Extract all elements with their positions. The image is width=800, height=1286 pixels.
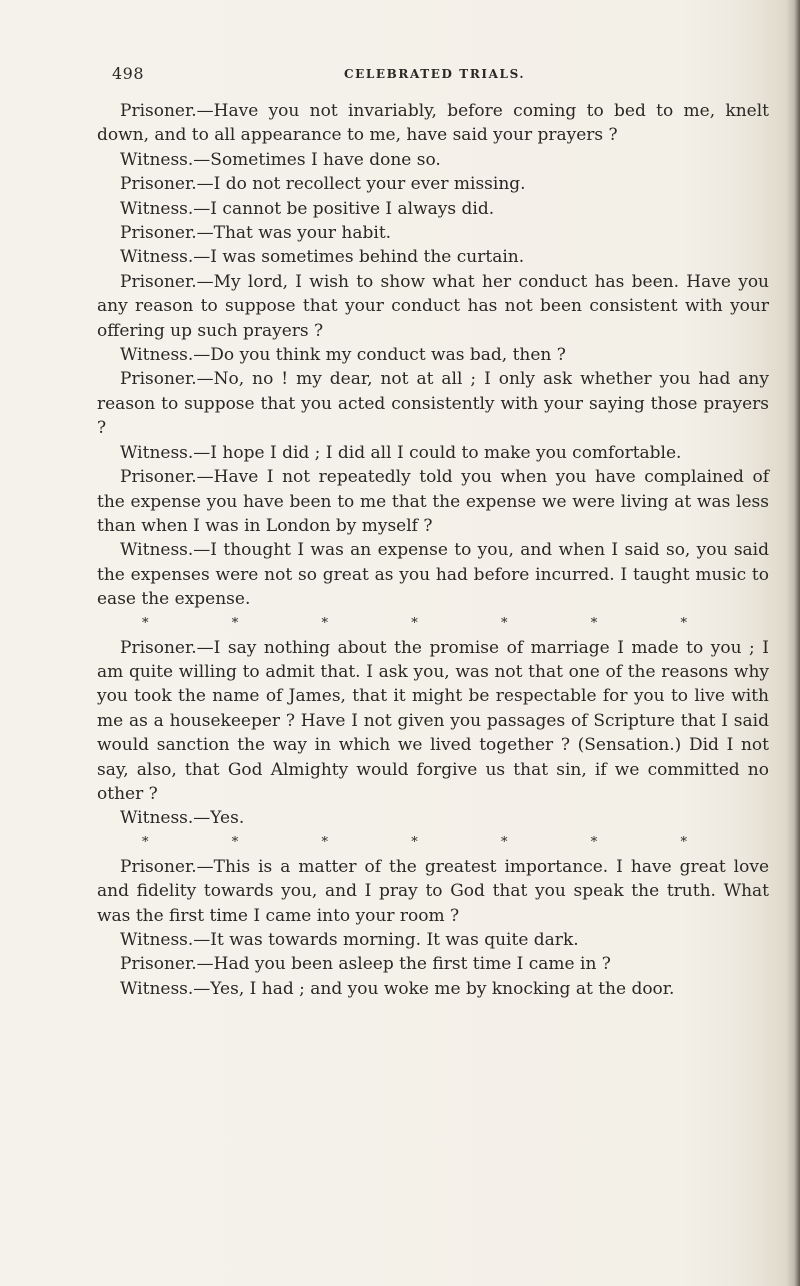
paragraph: Witness.—I cannot be positive I always did. (120, 198, 495, 219)
paragraph: Witness.—I hope I did ; I did all I could to make you comfortable. (120, 442, 682, 463)
paragraph: Prisoner.—Had you been asleep the first time I came in ? (120, 954, 611, 975)
paragraph: Prisoner.—I do not recollect your ever missing. (120, 174, 526, 195)
asterisk: * (411, 615, 418, 631)
asterisk: * (231, 834, 239, 850)
paragraph: Witness.—I was sometimes behind the curtain. (120, 247, 525, 268)
section-separator (142, 833, 687, 853)
asterisk: * (231, 615, 239, 631)
body-text (97, 99, 769, 1001)
asterisk: * (590, 834, 598, 850)
asterisk: * (142, 615, 149, 631)
paragraph: Witness.—Yes. (120, 808, 245, 829)
asterisk: * (590, 615, 598, 631)
paragraph: Prisoner.—Have you not invariably, before coming to bed to me, knelt down, and to all appearance to me, have said your prayers ? (97, 101, 769, 146)
paragraph: Prisoner.—This is a matter of the greatest importance. I have great love and fidelity towards you, and I pray to God that you speak the truth. What was the first time I came into your room ? (97, 856, 769, 926)
asterisk: * (321, 834, 328, 850)
page-edge-shadow (786, 0, 800, 1286)
running-head (112, 64, 792, 88)
asterisk: * (501, 834, 508, 850)
asterisk: * (501, 615, 508, 631)
asterisk: * (680, 615, 687, 631)
paragraph: Witness.—Yes, I had ; and you woke me by knocking at the door. (120, 978, 675, 999)
asterisk: * (411, 834, 418, 850)
page-number: 498 (112, 64, 145, 83)
asterisk: * (680, 834, 687, 850)
paragraph: Prisoner.—No, no ! my dear, not at all ; I only ask whether you had any reason to suppose that you acted consistently with your saying those prayers ? (97, 369, 769, 439)
paragraph: Witness.—It was towards morning. It was quite dark. (120, 930, 579, 950)
paragraph: Witness.—Sometimes I have done so. (120, 149, 441, 170)
paragraph: Witness.—I thought I was an expense to you, and when I said so, you said the expenses were not so great as you had before incurred. I taught music to ease the expense. (97, 540, 769, 610)
paragraph: Witness.—Do you think my conduct was bad, then ? (120, 345, 566, 366)
asterisk: * (142, 834, 149, 850)
paragraph: Prisoner.—I say nothing about the promise of marriage I made to you ; I am quite willing to admit that. I ask you, was not that one of the reasons why you took the name of James, that it might be respectable for you to live with me as a housekeeper ? Have I not given you passages of Scripture that I said would sanction the way in which we lived together ? (Sensation.) Did I not say, also, that God Almighty would forgive us that sin, if we committed no other ? (97, 637, 769, 804)
paragraph: Prisoner.—That was your habit. (120, 223, 392, 244)
paragraph: Prisoner.—My lord, I wish to show what her conduct has been. Have you any reason to suppose that your conduct has not been consistent with your offering up such prayers ? (97, 271, 769, 341)
running-title: CELEBRATED TRIALS. (344, 67, 526, 81)
paragraph: Prisoner.—Have I not repeatedly told you when you have complained of the expense you have been to me that the expense we were living at was less than when I was in London by myself ? (97, 467, 769, 536)
section-separator (142, 614, 687, 634)
asterisk: * (321, 615, 328, 631)
